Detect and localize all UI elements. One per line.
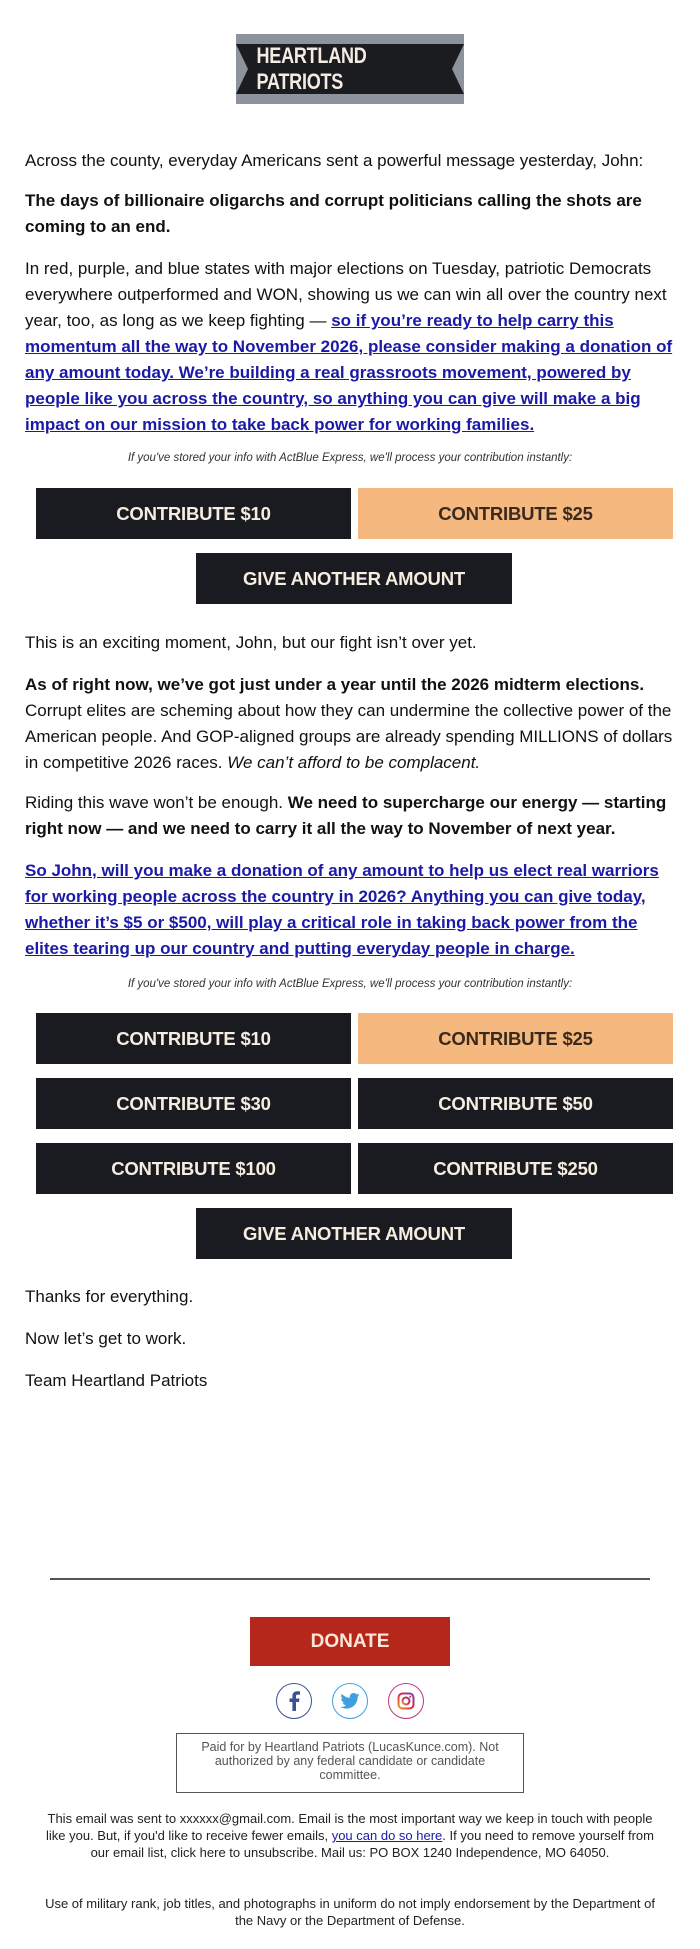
give-another-amount-button[interactable]: GIVE ANOTHER AMOUNT [196, 553, 512, 604]
bold-statement: The days of billionaire oligarchs and corrupt politicians calling the shots are coming to an end. [25, 191, 642, 236]
contribute-30-button[interactable]: CONTRIBUTE $30 [36, 1078, 351, 1129]
fewer-emails-link[interactable]: you can do so here [331, 1828, 443, 1843]
facebook-icon [287, 1691, 301, 1711]
facebook-link[interactable] [276, 1683, 312, 1719]
contribute-10-button[interactable]: CONTRIBUTE $10 [36, 488, 351, 539]
signature: Team Heartland Patriots [25, 1371, 208, 1390]
election-results-paragraph [25, 256, 675, 438]
midterm-paragraph [25, 672, 675, 776]
give-another-amount-button-2[interactable]: GIVE ANOTHER AMOUNT [196, 1208, 512, 1259]
heartland-patriots-logo [236, 34, 464, 104]
complacent-italic-text: We can’t afford to be complacent. [227, 753, 481, 772]
twitter-link[interactable] [332, 1683, 368, 1719]
footer-divider [50, 1578, 650, 1580]
recipient-email: xxxxxx@gmail.com [179, 1811, 292, 1826]
instagram-link[interactable] [388, 1683, 424, 1719]
sent-to-suffix: . If you need to remove yourself from our email list, click here to unsubscribe. Mail us: PO BOX 1240 Independence, MO 64050. [90, 1828, 654, 1860]
closing-work: Now let’s get to work. [25, 1329, 187, 1348]
donation-appeal-link-2[interactable]: So John, will you make a donation of any amount to help us elect real warriors for working people across the country in 2026? Anything you can give today, whether it’s $5 or $500, will play a critical role in taking back power from the elites tearing up our country and putting everyday people in charge. [25, 861, 659, 958]
contribute-50-button[interactable]: CONTRIBUTE $50 [358, 1078, 673, 1129]
sent-to-prefix: This email was sent to [47, 1811, 180, 1826]
actblue-express-note-2: If you've stored your info with ActBlue Express, we'll process your contribution instantly: [127, 978, 573, 990]
donation-appeal-paragraph [25, 858, 675, 962]
contribute-250-button[interactable]: CONTRIBUTE $250 [358, 1143, 673, 1194]
greeting-paragraph: Across the county, everyday Americans sent a powerful message yesterday, John: [25, 151, 644, 170]
sent-to-mid: . Email is the most important way we keep in touch with people like you. But, if you'd like to receive fewer emails, [45, 1811, 653, 1843]
logo-text: HEARTLAND PATRIOTS [256, 43, 367, 94]
contribute-25-button-2[interactable]: CONTRIBUTE $25 [358, 1013, 673, 1064]
closing-thanks: Thanks for everything. [25, 1287, 194, 1306]
contribute-25-button[interactable]: CONTRIBUTE $25 [358, 488, 673, 539]
donate-button[interactable]: DONATE [250, 1617, 450, 1666]
military-disclaimer: Use of military rank, job titles, and photographs in uniform do not imply endorsement by the Department of the Navy or the Department of Defense. [45, 1896, 655, 1928]
actblue-express-note: If you've stored your info with ActBlue Express, we'll process your contribution instantly: [127, 452, 573, 464]
twitter-icon [340, 1693, 360, 1709]
supercharge-paragraph [25, 790, 675, 842]
contribute-10-button-2[interactable]: CONTRIBUTE $10 [36, 1013, 351, 1064]
exciting-moment-paragraph: This is an exciting moment, John, but our fight isn’t over yet. [25, 633, 477, 652]
riding-wave-text: Riding this wave won’t be enough. [25, 793, 288, 812]
paid-for-disclaimer: Paid for by Heartland Patriots (LucasKunce.com). Not authorized by any federal candidate or candidate committee. [176, 1733, 524, 1793]
instagram-icon [397, 1692, 415, 1710]
donation-appeal-link-1[interactable]: so if you’re ready to help carry this momentum all the way to November 2026, please consider making a donation of any amount today. We’re building a real grassroots movement, powered by people like you across the country, so anything you can give will make a big impact on our mission to take back power for working families. [25, 311, 673, 434]
footer-email-notice [40, 1810, 660, 1861]
midterm-text: Corrupt elites are scheming about how they can undermine the collective power of the American people. And GOP-aligned groups are already spending MILLIONS of dollars in competitive 2026 races. [25, 701, 673, 772]
midterm-bold-text: As of right now, we’ve got just under a year until the 2026 midterm elections. [25, 675, 645, 694]
contribute-100-button[interactable]: CONTRIBUTE $100 [36, 1143, 351, 1194]
election-results-text: In red, purple, and blue states with major elections on Tuesday, patriotic Democrats everywhere outperformed and WON, showing us we can win all over the country next year, too, as long as we keep fighting — [25, 259, 667, 330]
supercharge-bold-text: We need to supercharge our energy — starting right now — and we need to carry it all the way to November of next year. [25, 793, 667, 838]
